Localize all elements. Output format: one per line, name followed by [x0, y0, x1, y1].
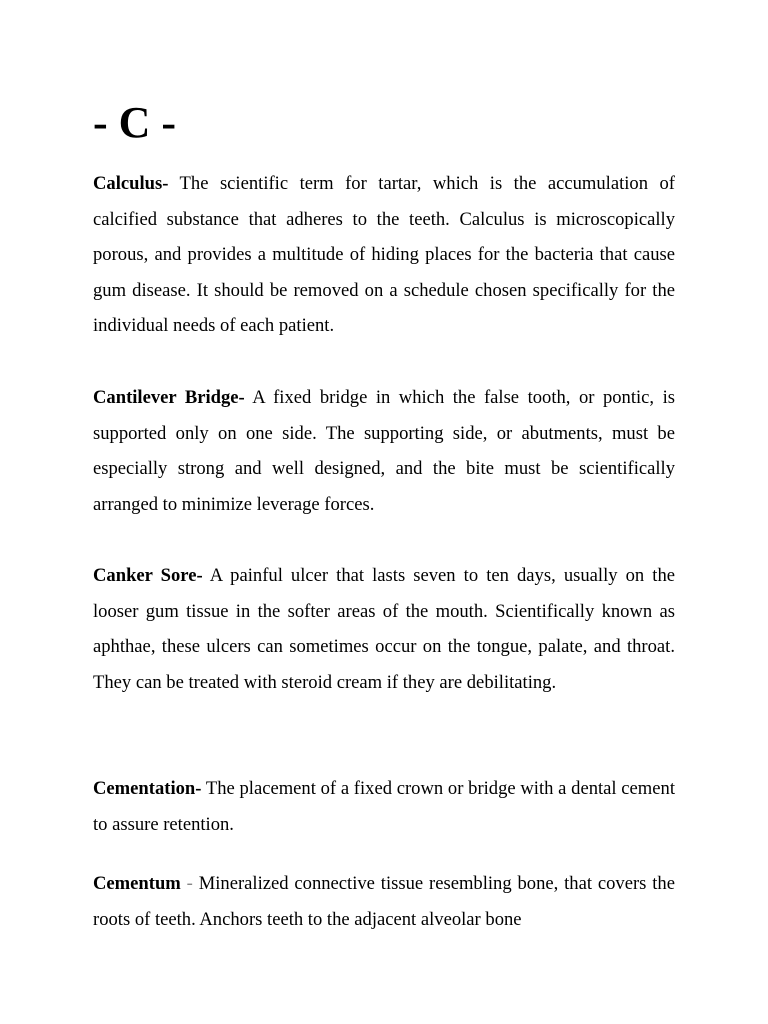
glossary-term: Calculus-	[93, 173, 169, 194]
section-heading: - C -	[93, 98, 177, 147]
glossary-entry-cementation	[93, 771, 675, 842]
glossary-entry-calculus	[93, 166, 675, 344]
glossary-definition: The scientific term for tartar, which is the accumulation of calcified substance that adheres to the teeth. Calculus is microscopically porous, and provides a multitude of hiding places for the bacteria that cause gum disease. It should be removed on a schedule chosen specifically for the individual needs of each patient.	[93, 173, 675, 336]
term-separator: -	[180, 873, 199, 894]
glossary-definition: A fixed bridge in which the false tooth, or pontic, is supported only on one side. The supporting side, or abutments, must be especially strong and well designed, and the bite must be scientifically arranged to minimize leverage forces.	[93, 387, 675, 515]
glossary-definition: Mineralized connective tissue resembling bone, that covers the roots of teeth. Anchors teeth to the adjacent alveolar bone	[93, 873, 675, 930]
glossary-definition: The placement of a fixed crown or bridge with a dental cement to assure retention.	[93, 778, 675, 835]
glossary-term: Canker Sore-	[93, 565, 203, 586]
glossary-term: Cementum	[93, 873, 181, 894]
glossary-term: Cantilever Bridge-	[93, 387, 245, 408]
glossary-definition: A painful ulcer that lasts seven to ten days, usually on the looser gum tissue in the softer areas of the mouth. Scientifically known as aphthae, these ulcers can sometimes occur on the tongue, palate, and throat. They can be treated with steroid cream if they are debilitating.	[93, 565, 675, 693]
glossary-term: Cementation-	[93, 778, 202, 799]
glossary-entry-cementum	[93, 866, 675, 937]
glossary-entry-cantilever-bridge	[93, 380, 675, 522]
glossary-entry-canker-sore	[93, 558, 675, 700]
